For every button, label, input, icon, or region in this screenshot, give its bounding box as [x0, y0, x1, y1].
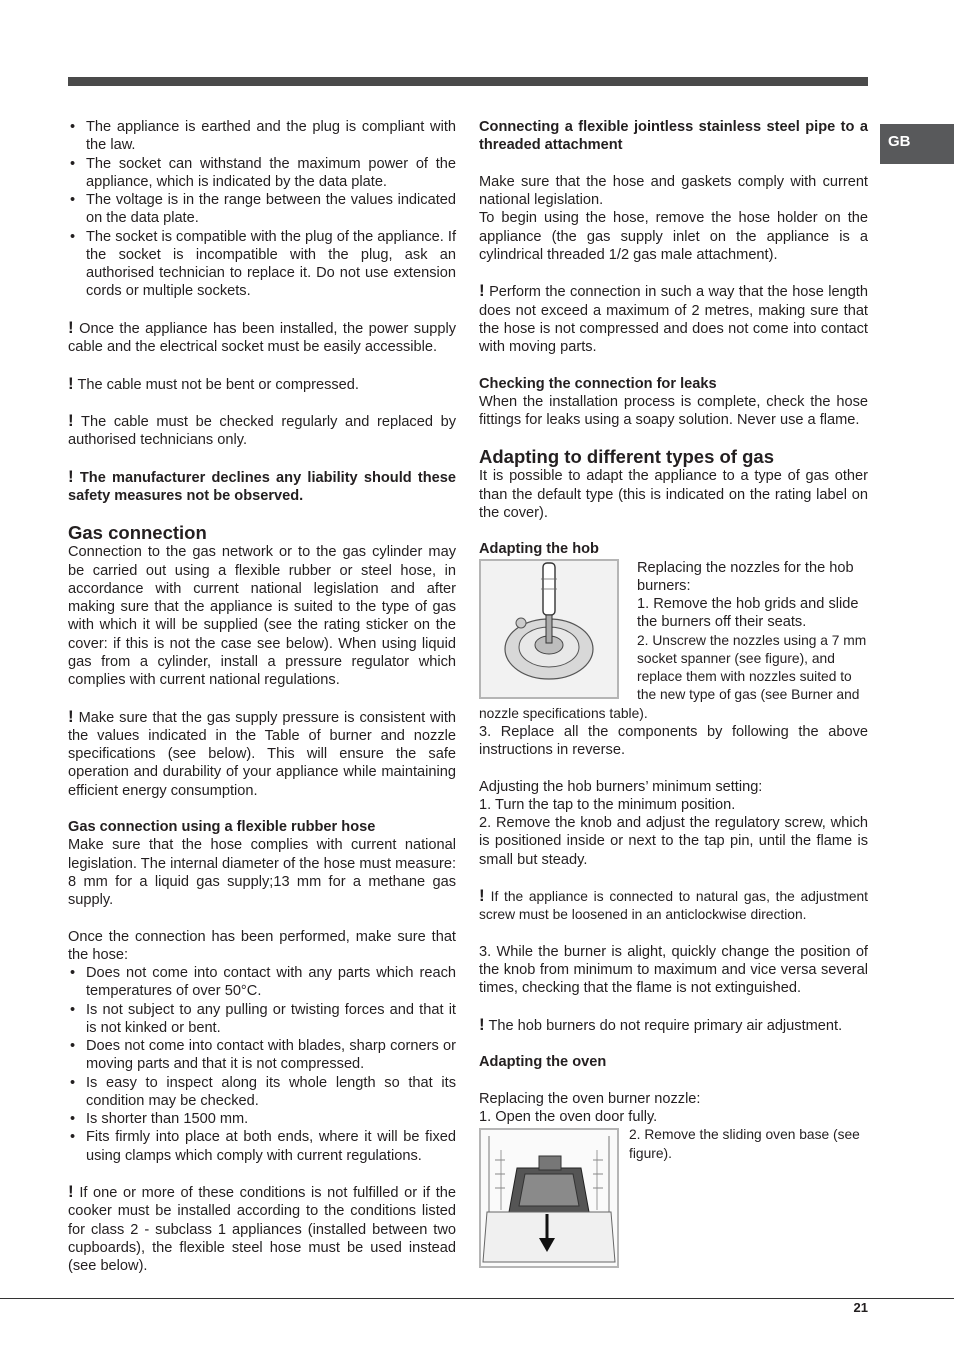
list-item: • The socket can withstand the maximum power of the appliance, which is indicated by the data plate.	[68, 155, 456, 192]
exclamation-icon: !	[68, 317, 74, 337]
exclamation-icon: !	[479, 1014, 485, 1034]
body-paragraph: 2. Unscrew the nozzles using a 7 mm socket spanner (see figure), and replace them with nozzles suited to the new type of gas (see Burner and nozzle specifications table).	[479, 632, 867, 721]
oven-block	[479, 1126, 868, 1268]
exclamation-icon: !	[68, 1182, 74, 1201]
exclamation-icon: !	[68, 706, 74, 726]
section-heading-adapting-gas: Adapting to different types of gas	[479, 446, 774, 468]
warning-text: The cable must be checked regularly and replaced by authorised technicians only.	[68, 414, 456, 449]
warning-text: The hob burners do not require primary air adjustment.	[488, 1017, 843, 1034]
body-paragraph: 3. While the burner is alight, quickly change the position of the knob from minimum to maximum and vice versa several times, checking that the flame is not extinguished.	[479, 943, 868, 997]
warning-text: Make sure that the gas supply pressure is consistent with the values indicated in the Table of burner and nozzle specifications (see below). This will ensure the safe operation and durability of your appliance while maintaining efficient energy consumption.	[68, 709, 457, 799]
warning-text: If the appliance is connected to natural gas, the adjustment screw must be loosened in an anticlockwise direction.	[479, 889, 868, 923]
exclamation-icon: !	[68, 466, 74, 486]
body-paragraph: 2. Remove the knob and adjust the regulatory screw, which is positioned inside or next to the tap pin, until the flame is small but steady.	[479, 815, 868, 868]
body-paragraph: Replacing the nozzles for the hob burners:	[637, 559, 854, 594]
warning-paragraph	[479, 887, 868, 925]
subheading-adapting-oven: Adapting the oven	[479, 1054, 607, 1071]
oven-interior-icon	[481, 1130, 617, 1266]
list-item: • Does not come into contact with blades, sharp corners or moving parts and that it is not compressed.	[68, 1037, 456, 1074]
language-tab: GB	[880, 124, 954, 164]
warning-text: Once the appliance has been installed, the power supply cable and the electrical socket must be easily accessible.	[68, 320, 456, 355]
body-paragraph: Adjusting the hob burners’ minimum setting:	[479, 778, 763, 795]
body-paragraph: Connection to the gas network or to the gas cylinder may be carried out using a flexible rubber or steel hose, in accordance with current national legislation and after making sure that the appliance is suited to the type of gas with which it will be supplied (see the rating sticker on the cover: if this is not the case see below). When using liquid gas from a cylinder, install a pressure regulator which complies with current national regulations.	[68, 544, 456, 688]
warning-text: If one or more of these conditions is not fulfilled or if the cooker must be installed according to the conditions listed for class 2 - subclass 1 appliances (installed between two cupboards), the flexible steel hose must be used instead (see below).	[68, 1185, 456, 1274]
body-paragraph: 3. Replace all the components by following the above instructions in reverse.	[479, 723, 868, 758]
body-paragraph: 1. Turn the tap to the minimum position.	[479, 796, 736, 813]
subheading-rubber-hose: Gas connection using a flexible rubber hose	[68, 819, 376, 835]
body-paragraph: Make sure that the hose and gaskets comply with current national legislation.	[479, 173, 868, 208]
warning-paragraph	[68, 412, 456, 450]
list-item: • Does not come into contact with any parts which reach temperatures of over 50°C.	[68, 964, 456, 1001]
list-item: • The socket is compatible with the plug of the appliance. If the socket is incompatible with the plug, ask an authorised technician to replace it. Do not use extension cords or multiple sockets.	[68, 228, 456, 301]
body-paragraph: Once the connection has been performed, make sure that the hose:	[68, 928, 456, 963]
section-heading-gas-connection: Gas connection	[68, 522, 207, 544]
body-paragraph: When the installation process is complete, check the hose fittings for leaks using a soapy solution. Never use a flame.	[479, 393, 868, 428]
exclamation-icon: !	[479, 281, 485, 301]
right-column	[479, 118, 868, 1268]
warning-paragraph	[68, 1183, 456, 1275]
subheading-adapting-hob: Adapting the hob	[479, 541, 599, 558]
hose-checklist	[68, 964, 456, 1165]
warning-paragraph	[68, 468, 456, 506]
body-paragraph: Replacing the oven burner nozzle:	[479, 1090, 701, 1107]
body-paragraph: 2. Remove the sliding oven base (see figure).	[629, 1127, 860, 1161]
subheading-leaks: Checking the connection for leaks	[479, 375, 717, 392]
exclamation-icon: !	[479, 886, 485, 905]
warning-paragraph	[68, 375, 456, 394]
spanner-burner-icon	[481, 561, 617, 697]
warning-paragraph	[68, 708, 456, 800]
hob-nozzle-figure	[479, 559, 619, 699]
warning-text: The manufacturer declines any liability should these safety measures not be observed.	[68, 469, 456, 504]
list-item: • Is shorter than 1500 mm.	[68, 1110, 456, 1128]
list-item: • Is not subject to any pulling or twisting forces and that it is not kinked or bent.	[68, 1001, 456, 1038]
exclamation-icon: !	[68, 373, 74, 393]
header-rule	[68, 77, 868, 86]
oven-base-figure	[479, 1128, 619, 1268]
warning-paragraph	[479, 1016, 868, 1035]
warning-text: Perform the connection in such a way that the hose length does not exceed a maximum of 2 metres, making sure that the hose is not compressed and does not come into contact with moving parts.	[479, 284, 868, 355]
warning-paragraph	[479, 282, 868, 356]
list-item: • The voltage is in the range between the values indicated on the data plate.	[68, 191, 456, 228]
page-number: 21	[853, 1300, 868, 1315]
exclamation-icon: !	[68, 411, 74, 430]
warning-text: The cable must not be bent or compressed.	[77, 376, 359, 393]
list-item: • The appliance is earthed and the plug is compliant with the law.	[68, 118, 456, 155]
hob-block	[479, 559, 868, 723]
body-paragraph: Make sure that the hose complies with current national legislation. The internal diameter of the hose must measure: 8 mm for a liquid gas supply;13 mm for a methane gas supply.	[68, 837, 456, 908]
body-paragraph: 1. Open the oven door fully.	[479, 1109, 658, 1125]
subheading-steel-pipe: Connecting a flexible jointless stainless steel pipe to a threaded attachment	[479, 119, 868, 154]
body-paragraph: 1. Remove the hob grids and slide the burners off their seats.	[637, 596, 859, 631]
socket-checklist	[68, 118, 456, 301]
list-item: • Fits firmly into place at both ends, where it will be fixed using clamps which comply with current regulations.	[68, 1128, 456, 1165]
list-item: • Is easy to inspect along its whole length so that its condition may be checked.	[68, 1074, 456, 1111]
warning-paragraph	[68, 319, 456, 357]
left-column	[68, 118, 456, 1275]
footer-rule	[0, 1298, 954, 1299]
body-paragraph: To begin using the hose, remove the hose holder on the appliance (the gas supply inlet on the appliance is a cylindrical threaded 1/2 gas male attachment).	[479, 210, 868, 263]
body-paragraph: It is possible to adapt the appliance to a type of gas other than the default type (this is indicated on the rating label on the cover).	[479, 468, 868, 521]
